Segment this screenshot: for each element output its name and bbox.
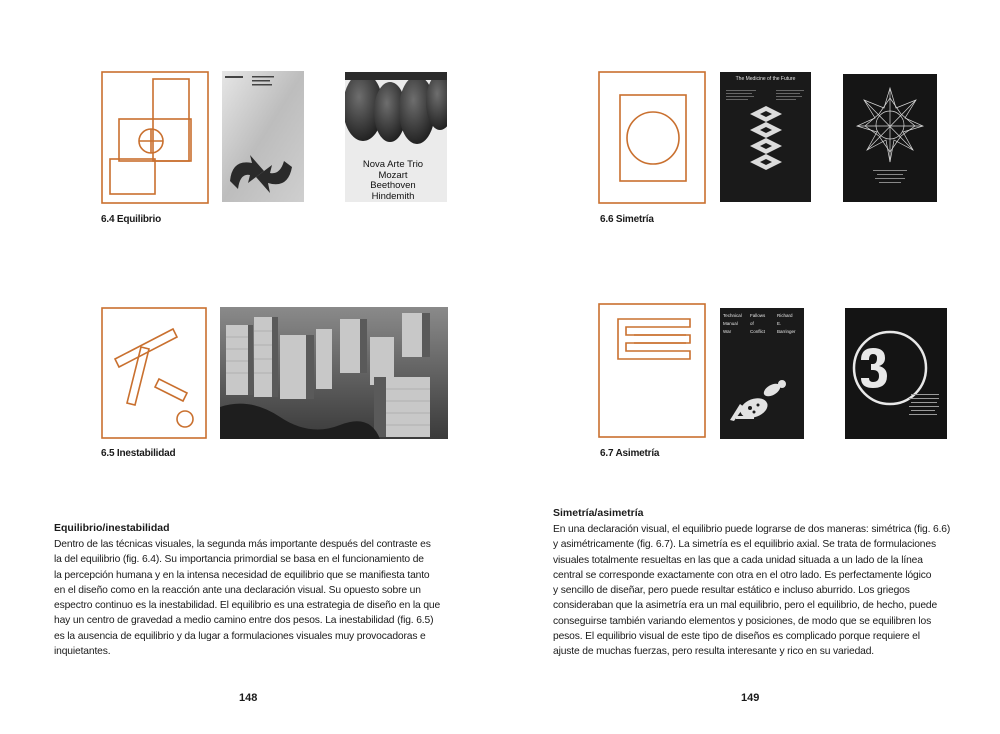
poster-text: Manual xyxy=(723,321,738,326)
text-line: consideraban que la asimetría era un mal equilibrio, pero el equilibrio, de hecho, puede xyxy=(553,600,938,612)
poster-text: War xyxy=(723,329,732,334)
poster-medicine-future xyxy=(720,72,811,202)
diagram-equilibrio xyxy=(101,71,209,204)
text-line: y sencillo de diseñar, pero puede resultar estático e incluso aburrido. Los griegos xyxy=(553,585,910,597)
caption-fig-6-4: 6.4 Equilibrio xyxy=(101,214,161,225)
page-number-left: 148 xyxy=(239,692,258,704)
poster-gray-arrows xyxy=(222,71,304,202)
caption-fig-6-6: 6.6 Simetría xyxy=(600,214,654,225)
poster-text: E. xyxy=(777,321,782,326)
text-line: visuales totalmente resueltas en las que a cada unidad situada a un lado de la línea xyxy=(553,554,923,566)
poster-circle-three xyxy=(845,308,947,439)
text-line: y asimétricamente (fig. 6.7). La simetría es el equilibrio axial. Se trata de formulaciones xyxy=(553,539,936,551)
poster-line: Beethoven xyxy=(370,180,416,191)
caption-fig-6-7: 6.7 Asimetría xyxy=(600,448,660,459)
text-line: es la ausencia de equilibrio y da lugar a formulaciones visuales muy provocadoras e xyxy=(54,630,426,642)
poster-text: Barringer xyxy=(777,329,796,334)
text-line: en el diseño como en la reacción ante una declaración visual. Su opuesto sobre un xyxy=(54,584,421,596)
poster-text: Conflict xyxy=(750,329,766,334)
poster-star-pattern xyxy=(843,74,937,202)
text-line: espectro continuo es la inestabilidad. El equilibrio es una estrategia de diseño en la que xyxy=(54,600,441,612)
text-line: hay un centro de gravedad a medio camino entre dos pesos. La inestabilidad (fig. 6.5) xyxy=(54,615,434,627)
poster-line: Mozart xyxy=(378,169,408,181)
page-number-right: 149 xyxy=(741,692,760,704)
text-line: En una declaración visual, el equilibrio puede lograrse de dos maneras: simétrica (fig. 6.6) xyxy=(553,524,951,535)
section-title-equilibrio: Equilibrio/inestabilidad xyxy=(54,522,170,534)
text-line: la percepción humana y en la intensa necesidad de equilibrio que se manifiesta tanto xyxy=(54,569,430,581)
diagram-inestabilidad xyxy=(101,307,207,439)
poster-text: Fallows xyxy=(750,313,766,318)
caption-fig-6-5: 6.5 Inestabilidad xyxy=(101,448,176,459)
text-line: Dentro de las técnicas visuales, la segunda más importante después del contraste es xyxy=(54,539,431,550)
poster-text: of xyxy=(750,321,754,326)
section-title-simetria: Simetría/asimetría xyxy=(553,507,644,519)
text-line: central se corresponde exactamente con otra en el otro lado. Es perfectamente lógico xyxy=(553,569,932,581)
text-line: pesos. El equilibrio visual de este tipo de diseños es complicado porque requiere el xyxy=(553,631,920,643)
poster-nova-arte-trio xyxy=(345,72,447,202)
section-body-equilibrio xyxy=(54,537,474,659)
photo-city-aerial xyxy=(220,307,448,439)
text-line: la del equilibrio (fig. 6.4). Su importancia primordial se basa en el funcionamiento de xyxy=(54,554,424,566)
section-body-simetria xyxy=(553,522,973,660)
poster-text: Technical xyxy=(723,313,742,318)
diagram-asimetria xyxy=(598,303,706,438)
poster-line: Hindemith xyxy=(371,190,415,202)
poster-text: Richard xyxy=(777,313,793,318)
text-line: conseguirse también variando elementos y posiciones, de modo que se equilibren los xyxy=(553,615,932,627)
text-line: ajuste de muchas fuerzas, pero resulta interesante y rico en su variedad. xyxy=(553,646,875,658)
poster-title: The Medicine of the Future xyxy=(735,76,796,82)
poster-line: Nova Arte Trio xyxy=(362,159,424,170)
text-line: inquietantes. xyxy=(54,646,111,658)
diagram-simetria xyxy=(598,71,706,204)
poster-conflict xyxy=(720,308,804,439)
